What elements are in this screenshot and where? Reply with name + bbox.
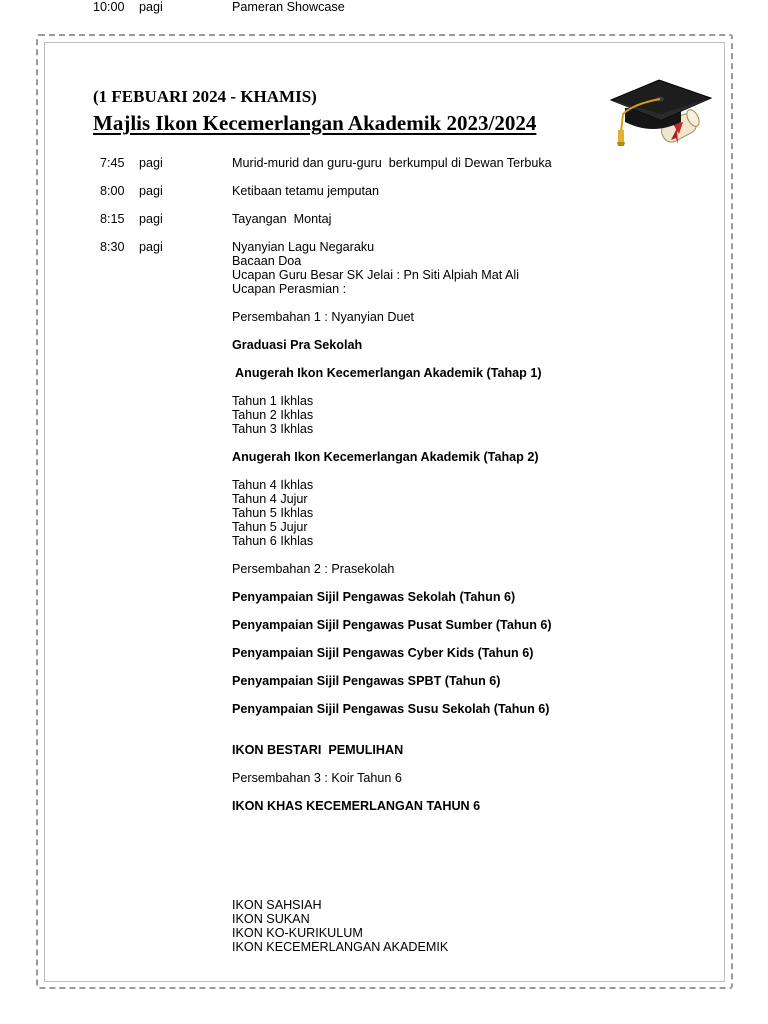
schedule-line: Tayangan Montaj (232, 212, 332, 226)
schedule-description (232, 0, 702, 14)
schedule-period: pagi (139, 0, 163, 14)
schedule-line: Tahun 5 Ikhlas (232, 506, 314, 520)
schedule-line: Penyampaian Sijil Pengawas Pusat Sumber (Tahun 6) (232, 618, 552, 632)
schedule-description (232, 450, 702, 464)
schedule-line: Persembahan 1 : Nyanyian Duet (232, 310, 415, 324)
schedule-line: IKON SUKAN (232, 912, 310, 926)
schedule-line: IKON KECEMERLANGAN AKADEMIK (232, 940, 449, 954)
schedule-line: Tahun 6 Ikhlas (232, 534, 314, 548)
schedule-line: Pameran Showcase (232, 0, 345, 14)
schedule-line: IKON KHAS KECEMERLANGAN TAHUN 6 (232, 799, 481, 813)
schedule-description (232, 646, 702, 660)
schedule-line: Murid-murid dan guru-guru berkumpul di Dewan Terbuka (232, 156, 552, 170)
schedule-time: 8:00 (100, 184, 125, 198)
schedule-description (232, 212, 702, 226)
schedule-line: IKON SAHSIAH (232, 898, 322, 912)
schedule-line: Tahun 1 Ikhlas (232, 394, 314, 408)
schedule-description (232, 240, 702, 296)
schedule-line: Persembahan 3 : Koir Tahun 6 (232, 771, 402, 785)
schedule-time: 7:45 (100, 156, 125, 170)
schedule-line: Penyampaian Sijil Pengawas Sekolah (Tahun 6) (232, 590, 516, 604)
schedule-period: pagi (139, 156, 163, 170)
schedule-line: Nyanyian Lagu Negaraku (232, 240, 375, 254)
schedule-time: 8:15 (100, 212, 125, 226)
schedule-line: IKON BESTARI PEMULIHAN (232, 743, 404, 757)
schedule-line: Tahun 4 Jujur (232, 492, 308, 506)
schedule-description (232, 618, 702, 632)
schedule-description (232, 743, 702, 757)
schedule-line: Ucapan Perasmian : (232, 282, 347, 296)
schedule-line: Anugerah Ikon Kecemerlangan Akademik (Tahap 1) (232, 366, 542, 380)
schedule-description (232, 156, 702, 170)
schedule-description (232, 674, 702, 688)
schedule-line: Anugerah Ikon Kecemerlangan Akademik (Tahap 2) (232, 450, 539, 464)
schedule-description (232, 702, 702, 716)
schedule-line: Tahun 2 Ikhlas (232, 408, 314, 422)
schedule-line: Bacaan Doa (232, 254, 302, 268)
schedule-description (232, 366, 702, 380)
schedule-description (232, 310, 702, 324)
schedule-line: Tahun 3 Ikhlas (232, 422, 314, 436)
schedule-line: Graduasi Pra Sekolah (232, 338, 363, 352)
event-date: (1 FEBUARI 2024 - KHAMIS) (93, 87, 317, 106)
schedule-description (232, 799, 702, 813)
schedule-line: Penyampaian Sijil Pengawas SPBT (Tahun 6) (232, 674, 501, 688)
schedule-period: pagi (139, 212, 163, 226)
schedule-period: pagi (139, 240, 163, 254)
schedule-line: Persembahan 2 : Prasekolah (232, 562, 395, 576)
schedule-description (232, 338, 702, 352)
schedule-time: 10:00 (93, 0, 125, 14)
schedule-line: Ketibaan tetamu jemputan (232, 184, 380, 198)
schedule-description (232, 771, 702, 785)
schedule-line: Penyampaian Sijil Pengawas Susu Sekolah (Tahun 6) (232, 702, 550, 716)
schedule-time: 8:30 (100, 240, 125, 254)
schedule-period: pagi (139, 184, 163, 198)
schedule-description (232, 184, 702, 198)
schedule-line: Tahun 5 Jujur (232, 520, 308, 534)
schedule-description (232, 478, 702, 548)
schedule-description (232, 898, 702, 954)
schedule-line: IKON KO-KURIKULUM (232, 926, 363, 940)
page-title: Majlis Ikon Kecemerlangan Akademik 2023/2024 (93, 111, 537, 135)
schedule-line: Ucapan Guru Besar SK Jelai : Pn Siti Alpiah Mat Ali (232, 268, 519, 282)
schedule-description (232, 562, 702, 576)
schedule-description (232, 394, 702, 436)
schedule-line: Tahun 4 Ikhlas (232, 478, 314, 492)
schedule-description (232, 590, 702, 604)
schedule-line: Penyampaian Sijil Pengawas Cyber Kids (Tahun 6) (232, 646, 534, 660)
